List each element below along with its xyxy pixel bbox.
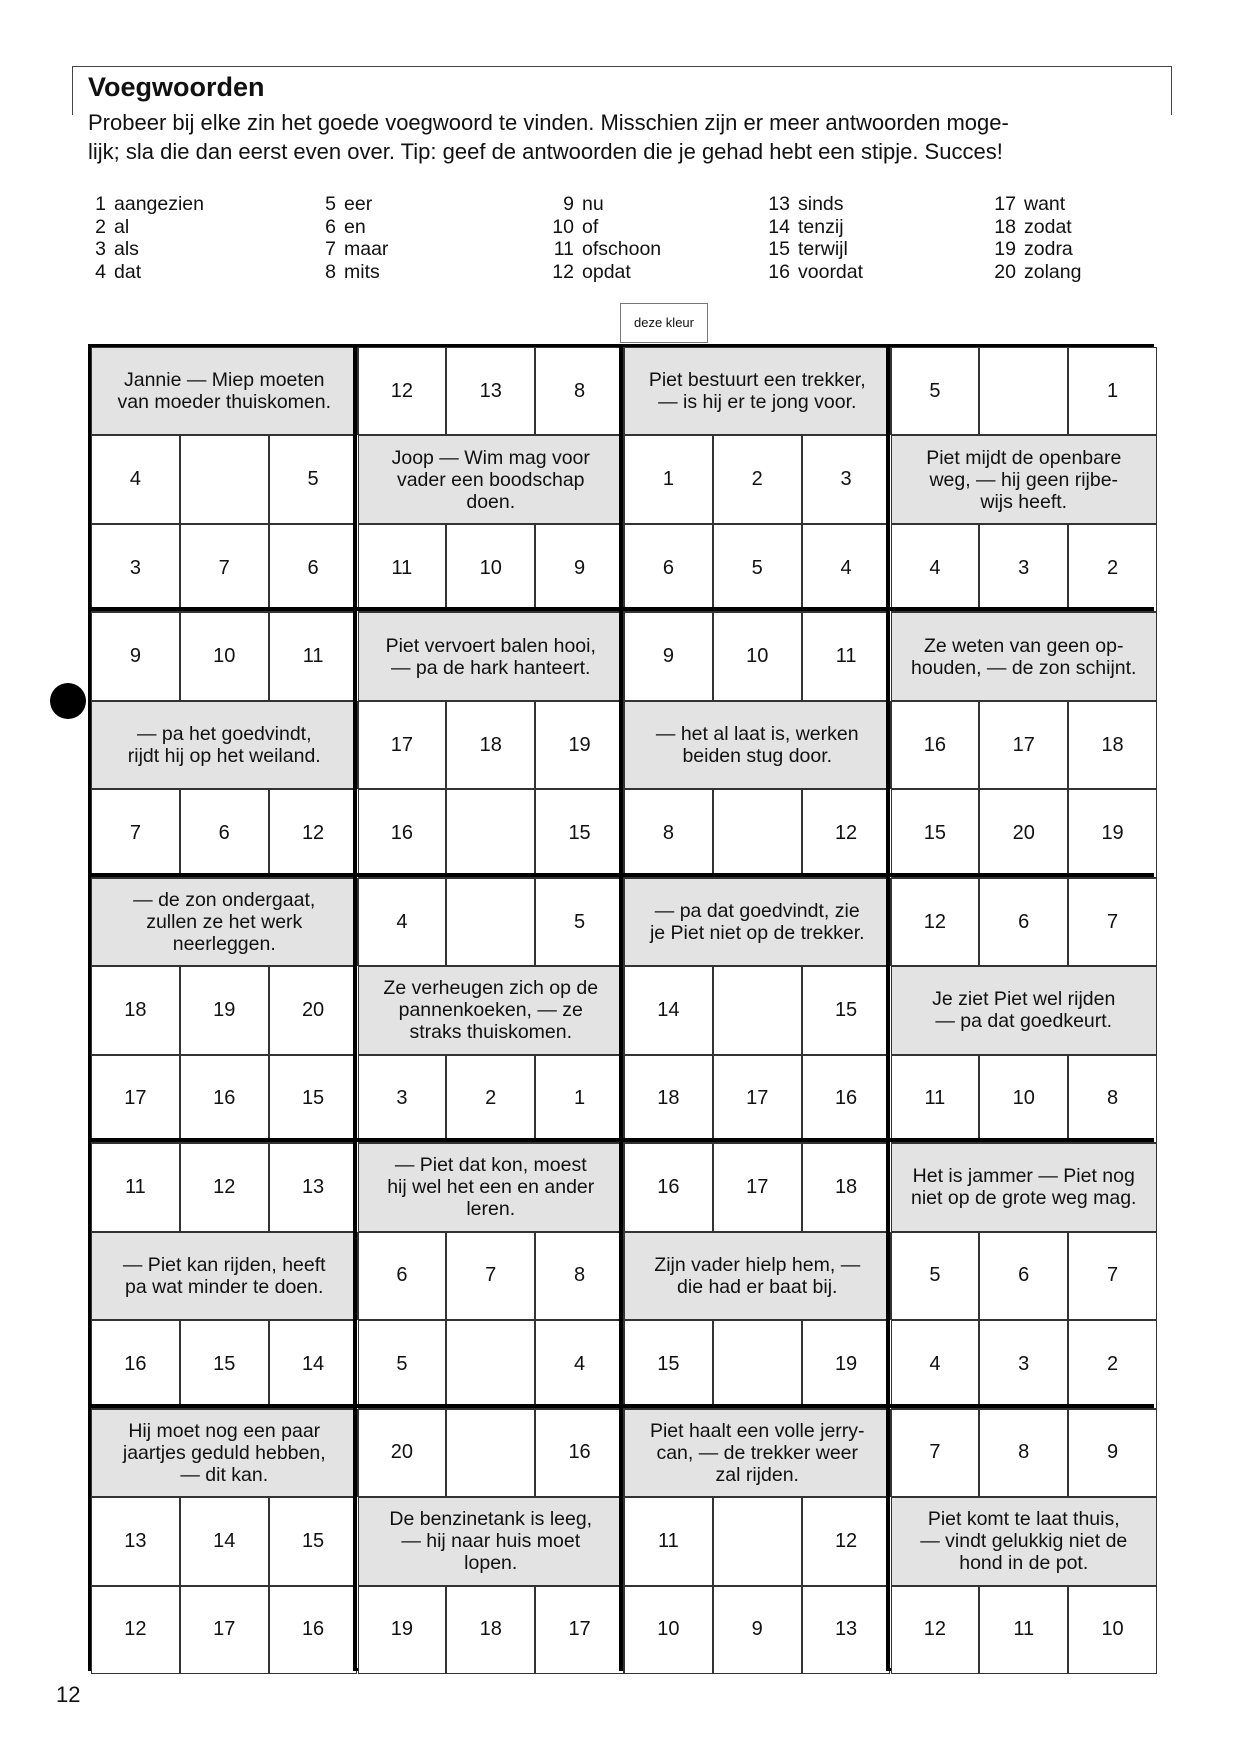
word-entry	[92, 193, 204, 216]
answer-cell[interactable]: 3	[358, 1055, 447, 1143]
answer-cell[interactable]: 11	[802, 612, 891, 700]
instructions	[88, 108, 1168, 166]
clue-line: hij wel het een en ander	[387, 1176, 595, 1199]
sentence-clue	[891, 966, 1158, 1054]
answer-cell[interactable]: 5	[891, 347, 980, 435]
answer-cell[interactable]: 4	[891, 1320, 980, 1408]
clue-line: — pa dat goedvindt, zie	[654, 900, 860, 923]
color-legend: deze kleur	[620, 303, 708, 343]
answer-cell[interactable]: 9	[624, 612, 713, 700]
clue-line: can, — de trekker weer	[656, 1441, 859, 1464]
sentence-clue	[624, 701, 891, 789]
answer-cell[interactable]: 14	[180, 1497, 269, 1585]
clue-line: — is hij er te jong voor.	[658, 391, 857, 414]
answer-cell[interactable]	[446, 1320, 535, 1408]
block-divider-vertical	[619, 344, 623, 1671]
answer-cell[interactable]: 6	[180, 789, 269, 877]
answer-cell[interactable]: 16	[802, 1055, 891, 1143]
clue-line: wijs heeft.	[980, 490, 1068, 513]
clue-line: doen.	[466, 490, 516, 513]
answer-cell[interactable]: 7	[1068, 1232, 1157, 1320]
answer-cell[interactable]: 8	[624, 789, 713, 877]
answer-cell[interactable]: 6	[979, 878, 1068, 966]
word-number: 17	[994, 193, 1016, 215]
word-text: voordat	[798, 260, 864, 283]
word-number: 6	[325, 215, 336, 238]
word-text: want	[1024, 193, 1066, 215]
clue-line: — Piet dat kon, moest	[394, 1154, 587, 1177]
answer-cell[interactable]: 3	[979, 524, 1068, 612]
word-entry	[92, 216, 204, 239]
answer-cell[interactable]: 15	[180, 1320, 269, 1408]
page-title: Voegwoorden	[88, 72, 265, 102]
answer-cell[interactable]: 6	[979, 1232, 1068, 1320]
answer-cell[interactable]: 16	[358, 789, 447, 877]
clue-line: weg, — hij geen rijbe-	[929, 468, 1119, 491]
word-text: mits	[344, 260, 380, 283]
answer-cell[interactable]: 12	[891, 1586, 980, 1674]
answer-cell[interactable]: 4	[91, 435, 180, 523]
answer-cell[interactable]: 9	[535, 524, 624, 612]
answer-cell[interactable]: 1	[624, 435, 713, 523]
word-text: opdat	[582, 260, 631, 283]
answer-cell[interactable]: 10	[624, 1586, 713, 1674]
answer-cell[interactable]: 17	[91, 1055, 180, 1143]
sentence-clue	[891, 1497, 1158, 1585]
clue-line: — hij naar huis moet	[401, 1530, 581, 1553]
word-number: 12	[552, 260, 574, 283]
sentence-clue	[91, 1409, 358, 1497]
word-text: maar	[344, 238, 389, 260]
clue-line: Ze weten van geen op-	[924, 634, 1124, 657]
word-text: sinds	[798, 193, 844, 215]
punch-hole-dot	[50, 683, 86, 719]
clue-line: leren.	[466, 1198, 516, 1221]
word-entry	[92, 238, 204, 261]
answer-cell[interactable]: 8	[1068, 1055, 1157, 1143]
block-divider-horizontal	[88, 873, 1154, 877]
answer-cell[interactable]: 13	[269, 1143, 358, 1231]
word-number: 4	[95, 260, 106, 283]
answer-cell[interactable]: 12	[180, 1143, 269, 1231]
sentence-clue	[358, 1497, 625, 1585]
answer-cell[interactable]: 10	[1068, 1586, 1157, 1674]
sentence-clue	[624, 1232, 891, 1320]
answer-cell[interactable]: 5	[891, 1232, 980, 1320]
block-divider-horizontal	[88, 1138, 1154, 1142]
answer-cell[interactable]: 15	[624, 1320, 713, 1408]
clue-line: zal rijden.	[715, 1463, 799, 1486]
instructions-line-2: lijk; sla die dan eerst even over. Tip: geef de antwoorden die je gehad hebt een stipje. Succes!	[88, 139, 1003, 164]
clue-line: houden, — de zon schijnt.	[911, 656, 1137, 679]
answer-cell[interactable]: 9	[1068, 1409, 1157, 1497]
answer-cell[interactable]: 15	[891, 789, 980, 877]
word-column	[538, 193, 661, 283]
word-number: 15	[768, 238, 790, 260]
clue-line: — de zon ondergaat,	[133, 889, 316, 912]
clue-line: lopen.	[464, 1552, 518, 1575]
answer-cell[interactable]: 4	[358, 878, 447, 966]
sentence-clue	[91, 701, 358, 789]
clue-line: — Piet kan rijden, heeft	[122, 1253, 326, 1276]
answer-cell[interactable]	[713, 966, 802, 1054]
word-entry	[322, 261, 388, 284]
clue-line: vader een boodschap	[396, 468, 585, 491]
word-entry	[990, 261, 1081, 284]
clue-line: Ze verheugen zich op de	[383, 977, 599, 1000]
clue-line: — vindt gelukkig niet de	[920, 1530, 1128, 1553]
clue-line: pannenkoeken, — ze	[398, 999, 583, 1022]
clue-line: Piet komt te laat thuis,	[927, 1508, 1120, 1531]
answer-cell[interactable]: 14	[269, 1320, 358, 1408]
answer-cell[interactable]: 11	[91, 1143, 180, 1231]
word-number: 16	[768, 260, 790, 283]
answer-cell[interactable]: 20	[269, 966, 358, 1054]
answer-cell[interactable]: 3	[802, 435, 891, 523]
answer-cell[interactable]: 16	[891, 701, 980, 789]
answer-cell[interactable]: 7	[1068, 878, 1157, 966]
answer-cell[interactable]: 19	[1068, 789, 1157, 877]
answer-cell[interactable]: 18	[446, 701, 535, 789]
answer-cell[interactable]: 12	[91, 1586, 180, 1674]
clue-line: Joop — Wim mag voor	[391, 446, 590, 469]
word-number: 20	[994, 260, 1016, 283]
sentence-clue	[91, 1232, 358, 1320]
answer-cell[interactable]: 18	[446, 1586, 535, 1674]
answer-cell[interactable]: 2	[1068, 1320, 1157, 1408]
answer-cell[interactable]: 17	[979, 701, 1068, 789]
answer-cell[interactable]	[446, 789, 535, 877]
answer-cell[interactable]: 10	[979, 1055, 1068, 1143]
answer-cell[interactable]: 18	[802, 1143, 891, 1231]
clue-line: — dit kan.	[180, 1463, 269, 1486]
answer-cell[interactable]: 18	[624, 1055, 713, 1143]
word-entry	[538, 216, 661, 239]
page-number: 12	[56, 1682, 81, 1707]
word-number: 10	[552, 215, 574, 238]
sentence-clue	[358, 1143, 625, 1231]
word-entry	[322, 216, 388, 239]
word-entry	[322, 238, 388, 261]
word-entry	[538, 261, 661, 284]
answer-cell[interactable]: 7	[180, 524, 269, 612]
word-column	[92, 193, 204, 283]
clue-line: Piet mijdt de openbare	[926, 446, 1122, 469]
answer-cell[interactable]: 17	[713, 1143, 802, 1231]
answer-cell[interactable]: 7	[446, 1232, 535, 1320]
word-number: 14	[768, 215, 790, 238]
clue-line: Het is jammer — Piet nog	[912, 1165, 1135, 1188]
answer-cell[interactable]: 11	[624, 1497, 713, 1585]
answer-cell[interactable]: 20	[358, 1409, 447, 1497]
answer-cell[interactable]: 8	[979, 1409, 1068, 1497]
answer-cell[interactable]: 13	[446, 347, 535, 435]
word-entry	[538, 193, 661, 216]
answer-cell[interactable]: 4	[535, 1320, 624, 1408]
clue-line: pa wat minder te doen.	[125, 1275, 324, 1298]
word-text: aangezien	[114, 193, 204, 215]
block-divider-horizontal	[88, 1404, 1154, 1408]
word-number: 18	[994, 215, 1016, 238]
word-text: zodra	[1024, 238, 1073, 260]
block-divider-vertical	[886, 344, 890, 1671]
answer-cell[interactable]: 5	[713, 524, 802, 612]
word-text: nu	[582, 193, 604, 215]
answer-cell[interactable]: 12	[269, 789, 358, 877]
word-number: 11	[553, 238, 574, 260]
sentence-clue	[624, 878, 891, 966]
answer-cell[interactable]: 17	[713, 1055, 802, 1143]
clue-line: — pa dat goedkeurt.	[935, 1010, 1113, 1033]
word-text: of	[582, 215, 599, 238]
word-column	[322, 193, 388, 283]
sentence-clue	[358, 435, 625, 523]
clue-line: Piet haalt een volle jerry-	[649, 1419, 865, 1442]
word-text: zolang	[1024, 260, 1082, 283]
answer-cell[interactable]: 20	[979, 789, 1068, 877]
answer-cell[interactable]: 19	[535, 701, 624, 789]
answer-cell[interactable]: 15	[269, 1497, 358, 1585]
answer-cell[interactable]: 11	[979, 1586, 1068, 1674]
sentence-clue	[624, 1409, 891, 1497]
clue-line: Zijn vader hielp hem, —	[654, 1253, 861, 1276]
answer-cell[interactable]: 11	[891, 1055, 980, 1143]
clue-line: — het al laat is, werken	[655, 723, 859, 746]
clue-line: Jannie — Miep moeten	[123, 369, 325, 392]
answer-cell[interactable]: 16	[180, 1055, 269, 1143]
sentence-clue	[891, 435, 1158, 523]
answer-cell[interactable]: 1	[535, 1055, 624, 1143]
answer-cell[interactable]: 19	[802, 1320, 891, 1408]
answer-cell[interactable]: 6	[269, 524, 358, 612]
answer-cell[interactable]: 10	[180, 612, 269, 700]
answer-cell[interactable]: 17	[358, 701, 447, 789]
clue-line: straks thuiskomen.	[409, 1021, 573, 1044]
sentence-clue	[91, 878, 358, 966]
answer-cell[interactable]: 6	[358, 1232, 447, 1320]
word-number: 19	[994, 238, 1016, 260]
sentence-clue	[891, 1143, 1158, 1231]
answer-cell[interactable]	[446, 878, 535, 966]
answer-cell[interactable]: 4	[802, 524, 891, 612]
word-text: al	[114, 215, 130, 238]
word-entry	[764, 193, 863, 216]
word-entry	[990, 216, 1081, 239]
answer-cell[interactable]: 6	[624, 524, 713, 612]
clue-line: De benzinetank is leeg,	[389, 1508, 593, 1531]
answer-cell[interactable]: 17	[535, 1586, 624, 1674]
block-divider-horizontal	[88, 607, 1154, 611]
answer-cell[interactable]	[713, 1497, 802, 1585]
answer-cell[interactable]: 14	[624, 966, 713, 1054]
word-number: 1	[95, 193, 106, 215]
clue-line: Piet bestuurt een trekker,	[648, 369, 866, 392]
clue-line: rijdt hij op het weiland.	[127, 745, 321, 768]
word-column	[764, 193, 863, 283]
answer-cell[interactable]	[713, 1320, 802, 1408]
answer-cell[interactable]: 15	[269, 1055, 358, 1143]
answer-cell[interactable]: 9	[713, 1586, 802, 1674]
answer-cell[interactable]: 5	[535, 878, 624, 966]
word-number: 7	[325, 238, 336, 260]
answer-cell[interactable]: 10	[446, 524, 535, 612]
answer-cell[interactable]: 12	[802, 789, 891, 877]
answer-cell[interactable]	[446, 1409, 535, 1497]
answer-cell[interactable]: 15	[535, 789, 624, 877]
word-text: tenzij	[798, 215, 844, 238]
word-text: zodat	[1024, 215, 1072, 238]
clue-line: je Piet niet op de trekker.	[649, 922, 865, 945]
clue-line: hond in de pot.	[959, 1552, 1089, 1575]
answer-cell[interactable]: 3	[91, 524, 180, 612]
clue-line: jaartjes geduld hebben,	[122, 1441, 326, 1464]
word-entry	[990, 238, 1081, 261]
answer-cell[interactable]: 19	[358, 1586, 447, 1674]
answer-cell[interactable]: 8	[535, 1232, 624, 1320]
word-entry	[764, 261, 863, 284]
word-number: 5	[325, 193, 336, 215]
word-entry	[538, 238, 661, 261]
sentence-clue	[891, 612, 1158, 700]
sentence-clue	[358, 612, 625, 700]
sentence-clue	[358, 966, 625, 1054]
block-divider-vertical	[353, 344, 357, 1671]
sentence-clue	[91, 347, 358, 435]
clue-line: neerleggen.	[172, 933, 276, 956]
word-entry	[764, 216, 863, 239]
clue-line: van moeder thuiskomen.	[117, 391, 332, 414]
word-text: en	[344, 215, 366, 238]
answer-cell[interactable]: 2	[713, 435, 802, 523]
answer-cell[interactable]: 5	[269, 435, 358, 523]
clue-line: die had er baat bij.	[677, 1275, 838, 1298]
answer-cell[interactable]: 11	[269, 612, 358, 700]
word-text: dat	[114, 260, 142, 283]
word-entry	[990, 193, 1081, 216]
answer-cell[interactable]: 11	[358, 524, 447, 612]
answer-cell[interactable]: 17	[180, 1586, 269, 1674]
clue-line: niet op de grote weg mag.	[911, 1187, 1137, 1210]
word-text: ofschoon	[582, 238, 662, 260]
answer-cell[interactable]: 7	[891, 1409, 980, 1497]
answer-cell[interactable]	[979, 347, 1068, 435]
answer-cell[interactable]: 13	[91, 1497, 180, 1585]
clue-line: Piet vervoert balen hooi,	[385, 634, 596, 657]
answer-cell[interactable]: 16	[624, 1143, 713, 1231]
answer-cell[interactable]: 2	[1068, 524, 1157, 612]
answer-cell[interactable]: 16	[269, 1586, 358, 1674]
answer-cell[interactable]: 12	[802, 1497, 891, 1585]
word-entry	[764, 238, 863, 261]
answer-cell[interactable]: 10	[713, 612, 802, 700]
word-number: 2	[95, 215, 106, 238]
word-number: 13	[768, 193, 790, 215]
answer-cell[interactable]: 19	[180, 966, 269, 1054]
word-entry	[322, 193, 388, 216]
clue-line: Hij moet nog een paar	[128, 1419, 321, 1442]
clue-line: Je ziet Piet wel rijden	[932, 988, 1116, 1011]
word-column	[990, 193, 1081, 283]
answer-cell[interactable]: 12	[358, 347, 447, 435]
answer-cell[interactable]: 2	[446, 1055, 535, 1143]
answer-cell[interactable]: 16	[535, 1409, 624, 1497]
word-number: 8	[325, 260, 336, 283]
answer-cell[interactable]	[180, 435, 269, 523]
clue-line: — pa de hark hanteert.	[391, 656, 591, 679]
answer-cell[interactable]: 18	[91, 966, 180, 1054]
answer-cell[interactable]: 18	[1068, 701, 1157, 789]
word-text: eer	[344, 193, 373, 215]
word-number: 9	[563, 193, 574, 215]
answer-cell[interactable]: 5	[358, 1320, 447, 1408]
answer-cell[interactable]: 8	[535, 347, 624, 435]
clue-line: zullen ze het werk	[146, 911, 303, 934]
answer-cell[interactable]: 9	[91, 612, 180, 700]
answer-cell[interactable]: 12	[891, 878, 980, 966]
instructions-line-1: Probeer bij elke zin het goede voegwoord te vinden. Misschien zijn er meer antwoorden moge-	[88, 110, 1009, 135]
word-number: 3	[95, 238, 106, 260]
clue-line: beiden stug door.	[682, 745, 833, 768]
answer-cell[interactable]	[713, 789, 802, 877]
word-text: terwijl	[798, 238, 848, 260]
answer-cell[interactable]: 16	[91, 1320, 180, 1408]
answer-cell[interactable]: 13	[802, 1586, 891, 1674]
answer-cell[interactable]: 7	[91, 789, 180, 877]
clue-line: — pa het goedvindt,	[136, 723, 312, 746]
answer-cell[interactable]: 15	[802, 966, 891, 1054]
sentence-clue	[624, 347, 891, 435]
answer-cell[interactable]: 4	[891, 524, 980, 612]
word-text: als	[114, 238, 139, 260]
word-entry	[92, 261, 204, 284]
answer-cell[interactable]: 1	[1068, 347, 1157, 435]
answer-cell[interactable]: 3	[979, 1320, 1068, 1408]
